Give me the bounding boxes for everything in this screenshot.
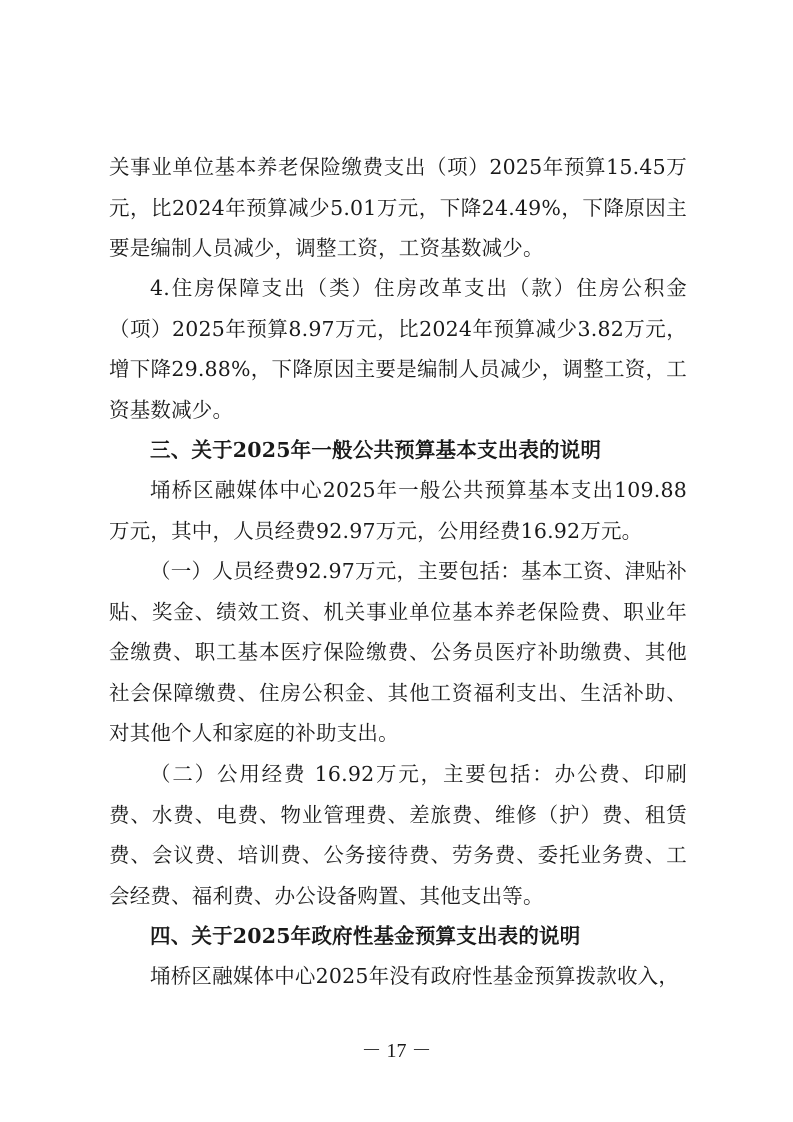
- paragraph-personnel-expenses: （一）人员经费92.97万元，主要包括：基本工资、津贴补贴、奖金、绩效工资、机关事业单位基本养老保险费、职业年金缴费、职工基本医疗保险缴费、公务员医疗补助缴费、其他社会保障缴费、住房公积金、其他工资福利支出、生活补助、对其他个人和家庭的补助支出。: [109, 559, 687, 745]
- paragraph-housing-security: 4.住房保障支出（类）住房改革支出（款）住房公积金（项）2025年预算8.97万元，比2024年预算减少3.82万元，增下降29.88%，下降原因主要是编制人员减少，调整工资，工资基数减少。: [109, 276, 687, 422]
- paragraph-pension-continued: 关事业单位基本养老保险缴费支出（项）2025年预算15.45万元，比2024年预算减少5.01万元，下降24.49%，下降原因主要是编制人员减少，调整工资，工资基数减少。: [109, 155, 687, 260]
- page-number: － 17 －: [361, 1040, 432, 1062]
- section-heading-basic-expenditure: 三、关于2025年一般公共预算基本支出表的说明: [150, 438, 602, 462]
- paragraph-government-fund: 埇桥区融媒体中心2025年没有政府性基金预算拨款收入，: [150, 964, 680, 988]
- paragraph-public-expenses: （二）公用经费 16.92万元，主要包括：办公费、印刷费、水费、电费、物业管理费、差旅费、维修（护）费、租赁费、会议费、培训费、公务接待费、劳务费、委托业务费、工会经费、福利费、办公设备购置、其他支出等。: [109, 762, 687, 908]
- paragraph-basic-expenditure-total: 埇桥区融媒体中心2025年一般公共预算基本支出109.88万元，其中，人员经费92.97万元，公用经费16.92万元。: [109, 478, 687, 543]
- section-heading-government-fund: 四、关于2025年政府性基金预算支出表的说明: [150, 924, 581, 948]
